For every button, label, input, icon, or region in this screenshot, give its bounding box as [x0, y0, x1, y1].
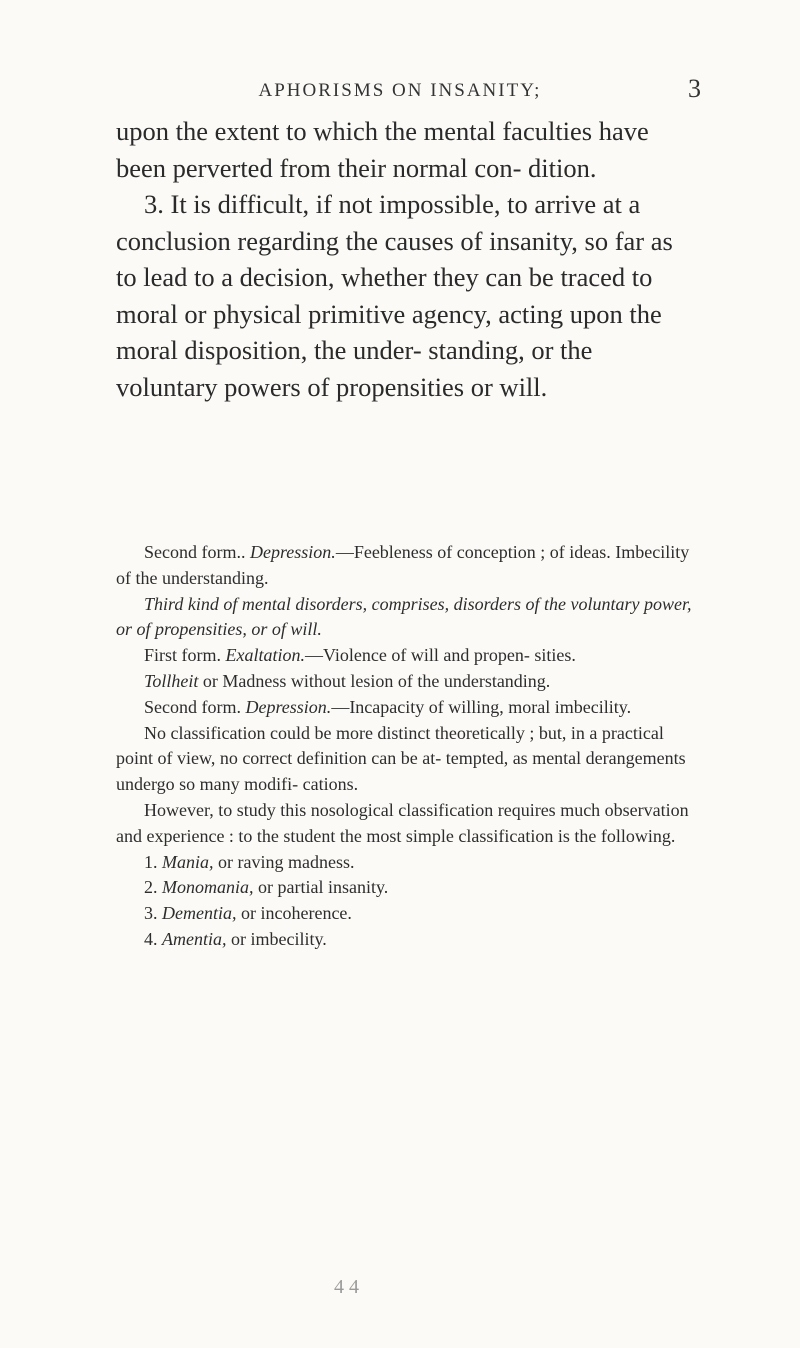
list-item-number: 2. — [144, 877, 162, 898]
signature-mark: 4 4 — [334, 1276, 359, 1298]
tollheit-term: Tollheit — [144, 670, 199, 691]
second-form-depression-1 — [116, 540, 696, 592]
continued-paragraph: upon the extent to which the mental faculties have been perverted from their normal con- dition. — [116, 116, 649, 183]
however-paragraph: However, to study this nosological classification requires much observation and experience : to the student the most simple classification is the following. — [116, 799, 689, 846]
third-kind-heading — [116, 592, 696, 644]
first-form-lead: First form. — [144, 645, 226, 666]
running-head: APHORISMS ON INSANITY; — [258, 80, 542, 101]
list-item-term: Dementia, — [162, 903, 237, 924]
second-form-2-text: —Incapacity of willing, moral imbecility. — [331, 696, 632, 717]
list-item — [116, 875, 696, 901]
first-form-text: —Violence of will and propen- sities. — [305, 645, 576, 666]
second-form-2-lead: Second form. — [144, 696, 246, 717]
tollheit-paragraph — [116, 669, 696, 695]
list-item-number: 3. — [144, 903, 162, 924]
second-form-term: Depression. — [249, 542, 336, 562]
third-kind-text: Third kind of mental disorders, comprises, disorders of the voluntary power, or of propensities, or of will. — [116, 593, 692, 640]
no-classification-paragraph: No classification could be more distinct theoretically ; but, in a practical point of view, no correct definition can be at- tempted, as mental derangements undergo so many modifi- cations. — [116, 722, 686, 795]
list-item-text: or raving madness. — [213, 851, 355, 872]
second-form-2-term: Depression. — [245, 696, 332, 717]
aphorism-3-paragraph: 3. It is difficult, if not impossible, to arrive at a conclusion regarding the causes of insanity, so far as to lead to a decision, whether they can be traced to moral or physical primitive agency, acting upon the moral disposition, the under- standing, or the voluntary powers of propensities or will. — [116, 189, 673, 402]
first-form-exaltation — [116, 643, 696, 669]
list-item-term: Monomania, — [162, 877, 254, 898]
list-item-number: 4. — [144, 928, 162, 949]
notes-text-block — [116, 540, 696, 953]
list-item-text: or incoherence. — [236, 903, 352, 924]
first-form-term: Exaltation. — [225, 645, 306, 666]
second-form-lead: Second form.. — [144, 542, 250, 562]
list-item-number: 1. — [144, 851, 162, 872]
list-item-text: or imbecility. — [226, 928, 327, 949]
tollheit-text: or Madness without lesion of the understanding. — [198, 670, 551, 691]
list-item — [116, 901, 696, 927]
list-item — [116, 927, 696, 953]
main-text-block — [116, 113, 696, 405]
page-number: 3 — [688, 74, 701, 103]
list-item-text: or partial insanity. — [253, 877, 389, 898]
classification-list — [116, 850, 696, 953]
list-item-term: Amentia, — [162, 928, 227, 949]
second-form-text: —Feebleness of conception ; of ideas. Imbecility of the understanding. — [116, 542, 690, 588]
list-item-term: Mania, — [162, 851, 214, 872]
second-form-depression-2 — [116, 695, 696, 721]
list-item — [116, 850, 696, 876]
